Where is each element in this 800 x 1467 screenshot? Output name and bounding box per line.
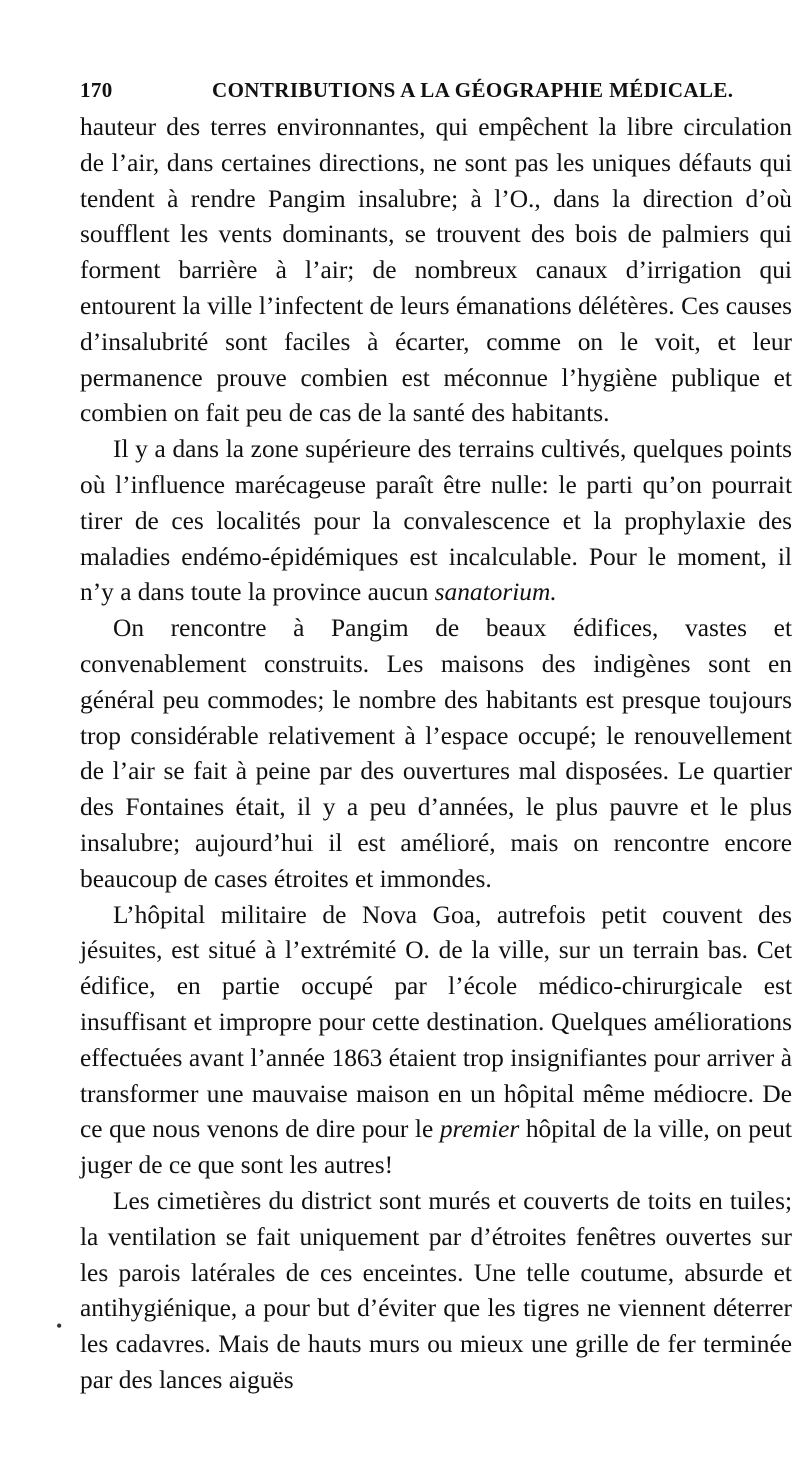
paragraph-4-italic-word: premier bbox=[439, 1115, 520, 1144]
paragraph-4 bbox=[80, 898, 792, 1184]
margin-ink-dot: • bbox=[56, 1316, 63, 1336]
text-body bbox=[80, 110, 792, 1399]
paragraph-4-text-after: hôpital de la ville, on peut juger de ce que sont les autres! bbox=[80, 1115, 792, 1180]
paragraph-5 bbox=[80, 1184, 792, 1399]
paragraph-3 bbox=[80, 611, 792, 897]
running-title: CONTRIBUTIONS A LA GÉOGRAPHIE MÉDICALE. bbox=[212, 78, 734, 102]
paragraph-2 bbox=[80, 432, 792, 611]
paragraph-2-text: Il y a dans la zone supérieure des terrains cultivés, quelques points où l’influence marécageuse paraît être nulle: le parti qu’on pourrait tirer de ces localités pour la convalescence et la prophylaxie des maladies endémo-épidémiques est incalculable. Pour le moment, il n’y a dans toute la province aucun bbox=[80, 435, 792, 607]
running-head bbox=[80, 78, 792, 108]
page-number: 170 bbox=[80, 78, 113, 102]
paragraph-4-text-before: L’hôpital militaire de Nova Goa, autrefois petit couvent des jésuites, est situé à l’extrémité O. de la ville, sur un terrain bas. Cet édifice, en partie occupé par l’école médico-chirurgicale est insuffisant et impropre pour cette destination. Quelques améliorations effectuées avant l’année 1863 étaient trop insignifiantes pour arriver à transformer une mauvaise maison en un hôpital même médiocre. De ce que nous venons de dire pour le bbox=[80, 900, 792, 1144]
paragraph-5-text: Les cimetières du district sont murés et couverts de toits en tuiles; la ventilation se fait uniquement par d’étroites fenêtres ouvertes sur les parois latérales de ces enceintes. Une telle coutume, absurde et antihygiénique, a pour but d’éviter que les tigres ne viennent déterrer les cadavres. Mais de hauts murs ou mieux une grille de fer terminée par des lances aiguës bbox=[80, 1186, 792, 1394]
paragraph-2-italic-term: sanatorium. bbox=[434, 578, 557, 607]
paragraph-3-text: On rencontre à Pangim de beaux édifices, vastes et convenablement construits. Les maisons des indigènes sont en général peu commodes; le nombre des habitants est presque toujours trop considérable relativement à l’espace occupé; le renouvellement de l’air se fait à peine par des ouvertures mal disposées. Le quartier des Fontaines était, il y a peu d’années, le plus pauvre et le plus insalubre; aujourd’hui il est amélioré, mais on rencontre encore beaucoup de cases étroites et immondes. bbox=[80, 614, 792, 893]
paragraph-1-text: hauteur des terres environnantes, qui empêchent la libre circulation de l’air, dans certaines directions, ne sont pas les uniques défauts qui tendent à rendre Pangim insalubre; à l’O., dans la direction d’où soufflent les vents dominants, se trouvent des bois de palmiers qui forment barrière à l’air; de nombreux canaux d’irrigation qui entourent la ville l’infectent de leurs émanations délétères. Ces causes d’insalubrité sont faciles à écarter, comme on le voit, et leur permanence prouve combien est méconnue l’hygiène publique et combien on fait peu de cas de la santé des habitants. bbox=[80, 113, 792, 428]
paragraph-1 bbox=[80, 110, 792, 432]
